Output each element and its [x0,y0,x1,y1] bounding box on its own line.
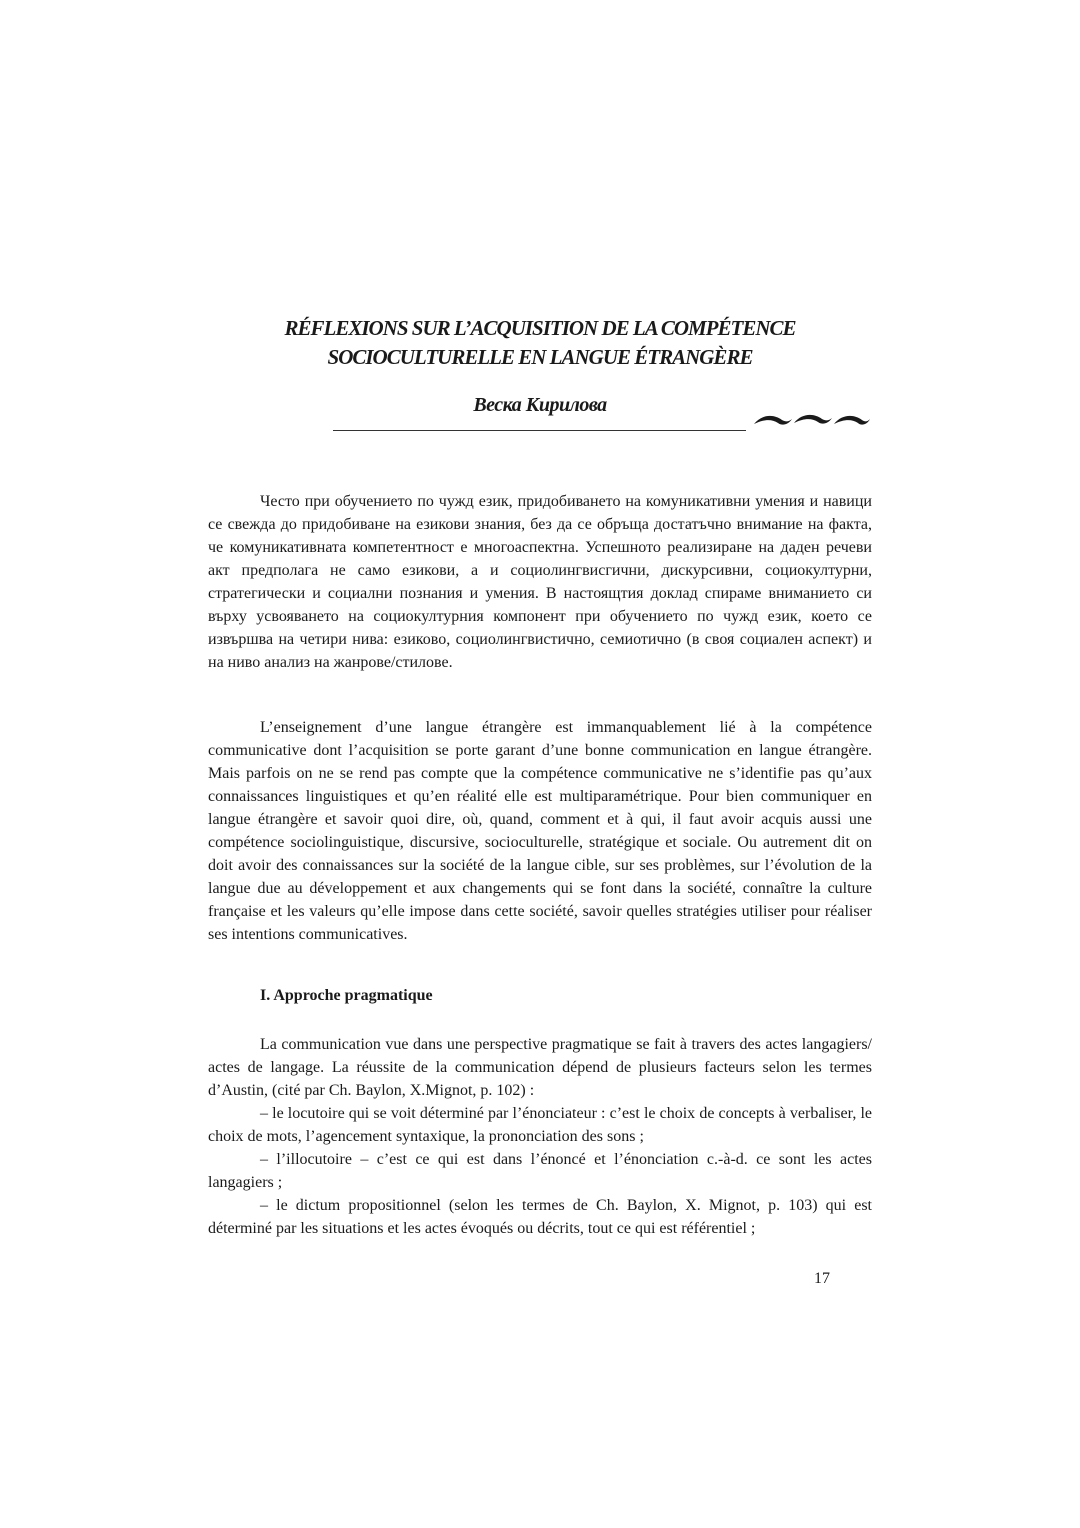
section-body [208,1033,872,1240]
wave-flourish-icon [752,410,872,430]
article-title-line-1: RÉFLEXIONS SUR L’ACQUISITION DE LA COMPÉTENCE [284,316,796,340]
section-paragraph: La communication vue dans une perspective pragmatique se fait à travers des actes langagiers/ actes de langage. La réussite de la communication dépend de plusieurs facteurs selon les termes d’Austin, (cité par Ch. Baylon, X.Mignot, p. 102) : [208,1036,872,1099]
list-item: – le locutoire qui se voit déterminé par l’énonciateur : c’est le choix de concepts à verbaliser, le choix de mots, l’agencement syntaxique, la prononciation des sons ; [208,1105,872,1145]
intro-paragraph: L’enseignement d’une langue étrangère est immanquablement lié à la compétence communicative dont l’acquisition se porte garant d’une bonne communication en langue étrangère. Mais parfois on ne se rend pas compte que la compétence communicative ne s’identifie pas qu’aux connaissances linguistiques et qu’en réalité elle est multiparamétrique. Pour bien communiquer en langue étrangère et savoir quoi dire, où, quand, comment et à qui, il faut avoir acquis aussi une compétence sociolinguistique, discursive, socioculturelle, stratégique et sociale. Ou autrement dit on doit avoir des connaissances sur la société de la langue cible, sur ses problèmes, sur l’évolution de la langue due au développement et aux changements qui se font dans la société, connaître la culture française et les valeurs qu’elle impose dans cette société, savoir quelles stratégies utiliser pour réaliser ses intentions communicatives. [208,719,872,943]
list-item: – le dictum propositionnel (selon les termes de Ch. Baylon, X. Mignot, p. 103) qui est déterminé par les situations et les actes évoqués ou décrits, tout ce qui est référentiel ; [208,1197,872,1237]
title-rule-divider [333,430,746,431]
article-title-line-2: SOCIOCULTURELLE EN LANGUE ÉTRANGÈRE [327,345,753,369]
abstract-bulgarian: Често при обучението по чужд език, придобиването на комуникативни умения и навици се свежда до придобиване на езикови знания, без да се обръща достатъчно внимание на факта, че комуникативната компетентност е многоаспектна. Успешното реализиране на даден речеви акт предполага не само езикови, а и социолингвисгични, дискурсивни, социокултурни, стратегически и социални познания и умения. В настоящтия доклад спираме вниманието си върху усвояването на социокултурния компонент при обучението по чужд език, което се извършва на четири нива: езиково, социолингвистично, семиотично (в своя социален аспект) и на ниво анализ на жанрове/стилове. [208,493,872,671]
section-heading: I. Approche pragmatique [260,987,433,1004]
list-item: – l’illocutoire – c’est ce qui est dans l’énoncé et l’énonciation c.-à-d. ce sont les actes langagiers ; [208,1151,872,1191]
page-number: 17 [814,1270,830,1287]
author-name: Веска Кирилова [473,394,607,416]
